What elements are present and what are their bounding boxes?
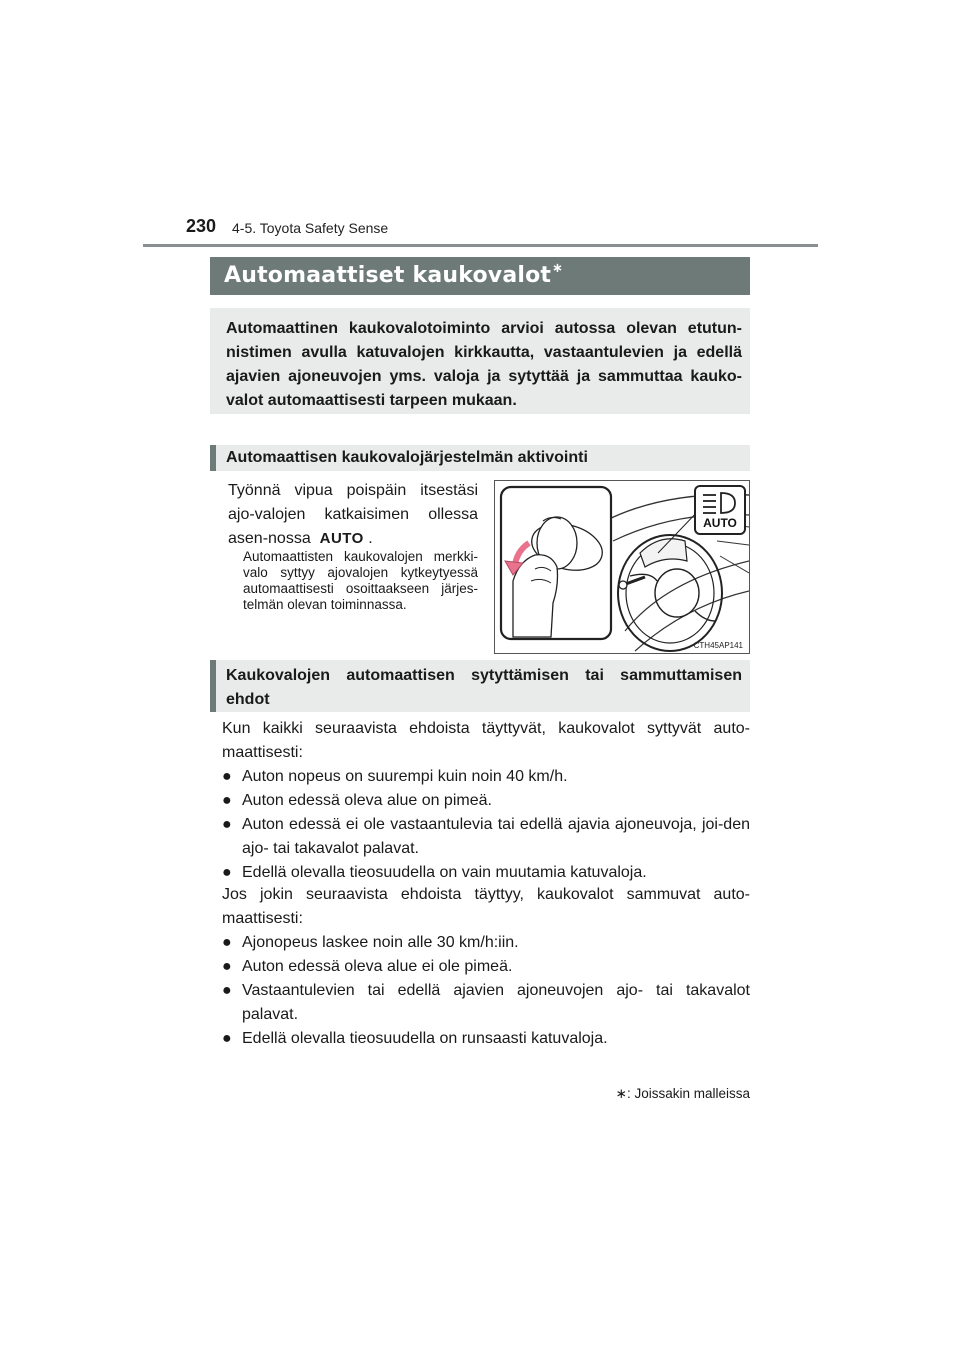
bullet-icon: ● — [222, 768, 232, 785]
conditions-on-intro: Kun kaikki seuraavista ehdoista täyttyvät, kaukovalot syttyvät auto-maattisesti: — [222, 720, 750, 761]
footnote-marker: ∗ — [552, 261, 564, 276]
list-item: ● Edellä olevalla tieosuudella on runsaasti katuvaloja. — [222, 1027, 750, 1051]
bullet-icon: ● — [222, 816, 232, 833]
list-item: ● Vastaantulevien tai edellä ajavien ajoneuvojen ajo- tai takavalot palavat. — [222, 979, 750, 1027]
bullet-icon: ● — [222, 864, 232, 881]
list-item: ● Auton edessä oleva alue on pimeä. — [222, 789, 750, 813]
list-item: ● Auton edessä oleva alue ei ole pimeä. — [222, 955, 750, 979]
page-number: 230 — [186, 216, 217, 236]
conditions-heading: Kaukovalojen automaattisen sytyttämisen tai sammuttamisen ehdot — [226, 667, 742, 708]
conditions-on-list — [222, 765, 750, 885]
activation-instruction: Työnnä vipua poispäin itsestäsi ajo-valojen katkaisimen ollessa asen-nossa AUTO . — [228, 482, 478, 547]
conditions-heading-bar — [210, 660, 750, 712]
auto-indicator-label: AUTO — [703, 516, 737, 530]
page-title — [224, 263, 563, 288]
section-label: 4-5. Toyota Safety Sense — [232, 220, 389, 236]
page-title-text: Automaattiset kaukovalot — [224, 263, 552, 288]
list-item: ● Ajonopeus laskee noin alle 30 km/h:iin. — [222, 931, 750, 955]
list-item: ● Edellä olevalla tieosuudella on vain muutamia katuvaloja. — [222, 861, 750, 885]
list-item: ● Auton nopeus on suurempi kuin noin 40 km/h. — [222, 765, 750, 789]
intro-text: Automaattinen kaukovalotoiminto arvioi autossa olevan etutun-nistimen avulla katuvalojen kirkkautta, vastaantulevien ja edellä ajavien ajoneuvojen yms. valoja ja sytyttää ja sammuttaa kauko-valot automaattisesti tarpeen mukaan. — [226, 320, 742, 409]
auto-switch-position: AUTO — [319, 530, 364, 547]
bullet-icon: ● — [222, 958, 232, 975]
conditions-off-list — [222, 931, 750, 1051]
page-title-bar — [210, 257, 750, 295]
activation-note: Automaattisten kaukovalojen merkki-valo syttyy ajovalojen kytkeytyessä automaattisesti osoittaakseen järjes-telmän olevan toiminnassa. — [243, 549, 478, 612]
bullet-icon: ● — [222, 982, 232, 999]
header-divider — [143, 244, 818, 247]
activation-heading: Automaattisen kaukovalojärjestelmän aktivointi — [226, 449, 588, 466]
dashboard-drawing — [495, 481, 749, 653]
footnote: ∗: Joissakin malleissa — [615, 1086, 750, 1101]
intro-box — [210, 308, 750, 414]
activation-heading-bar — [210, 445, 750, 471]
steering-lever-illustration — [494, 480, 750, 654]
bullet-icon: ● — [222, 1030, 232, 1047]
conditions-off-intro: Jos jokin seuraavista ehdoista täyttyy, kaukovalot sammuvat auto-maattisesti: — [222, 886, 750, 927]
list-item: ● Auton edessä ei ole vastaantulevia tai edellä ajavia ajoneuvoja, joi-den ajo- tai takavalot palavat. — [222, 813, 750, 861]
activation-instruction-text: Työnnä vipua poispäin itsestäsi ajo-valojen katkaisimen ollessa asen-nossa — [228, 482, 478, 547]
bullet-icon: ● — [222, 792, 232, 809]
figure-code: CTH45AP141 — [693, 641, 743, 650]
bullet-icon: ● — [222, 934, 232, 951]
